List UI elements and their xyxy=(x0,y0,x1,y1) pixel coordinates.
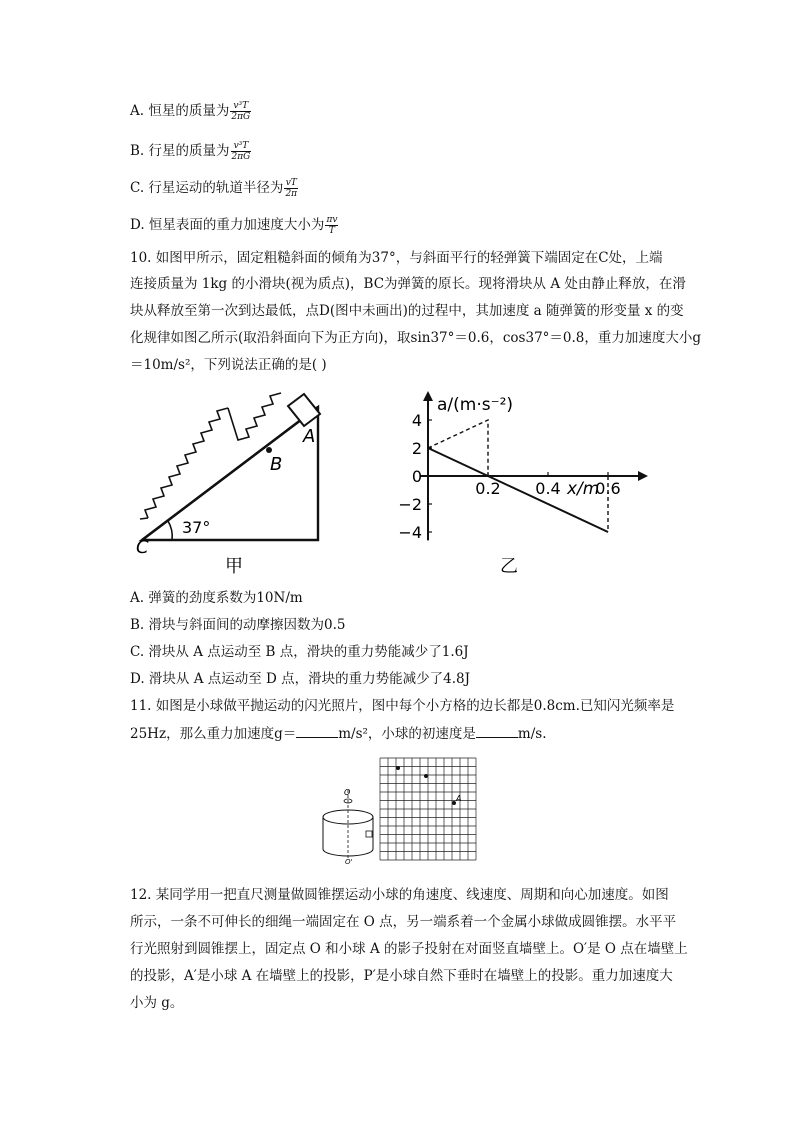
chart-x-tick-label: 0.4 xyxy=(535,479,561,498)
slider-block xyxy=(288,394,320,426)
label-a-grid: A xyxy=(456,794,462,803)
q10-figure-graph xyxy=(395,390,621,580)
chart-x-arrow xyxy=(638,471,648,481)
q10-option-c: C. 滑块从 A 点运动至 B 点，滑块的重力势能减少了1.6J xyxy=(130,644,469,660)
q10-figure-incline xyxy=(130,390,330,580)
q9-option-a xyxy=(130,101,251,122)
flash-point-1 xyxy=(396,766,400,770)
chart-y-tick-label: 2 xyxy=(411,439,422,458)
chart-y-tick-label: 0 xyxy=(411,467,422,486)
chart-y-arrow xyxy=(423,391,433,401)
q12-line-4: 的投影，A′是小球 A 在墙壁上的投影，P′是小球自然下垂时在墙壁上的投影。重力加速度大 xyxy=(130,968,673,984)
q11-figure-grid xyxy=(378,756,478,862)
fig-caption-yi: 乙 xyxy=(500,556,518,577)
q12-line-2: 所示，一条不可伸长的细绳一端固定在 O 点，另一端系着一个金属小球做成圆锥摆。水平平 xyxy=(130,914,677,930)
q10-option-b: B. 滑块与斜面间的动摩擦因数为0.5 xyxy=(130,617,346,633)
q10-option-d: D. 滑块从 A 点运动至 D 点，滑块的重力势能减少了4.8J xyxy=(130,671,471,687)
angle-label: 37° xyxy=(182,518,211,537)
q9-option-d-text: D. 恒星表面的重力加速度大小为 xyxy=(130,217,325,233)
chart-x-tick-label: 0.2 xyxy=(475,479,501,498)
q9-option-d xyxy=(130,215,338,236)
label-o-prime: O' xyxy=(345,858,353,866)
q9-option-c-fraction: $\frac{vT}{2\pi}$ xyxy=(285,178,298,199)
q9-option-d-fraction: $\frac{\pi v}{T}$ xyxy=(326,215,338,236)
q11-figure-cylinder xyxy=(318,785,378,865)
angle-arc xyxy=(168,521,172,540)
q11-line-2: 25Hz，那么重力加速度g＝ m/s²，小球的初速度是 m/s. xyxy=(130,726,547,742)
point-b xyxy=(266,447,272,453)
chart-y-tick-label: −2 xyxy=(398,495,422,514)
q12-line-3: 行光照射到圆锥摆上，固定点 O 和小球 A 的影子投射在对面竖直墙壁上。O′是 O 点在墙壁上 xyxy=(130,941,688,957)
label-b: B xyxy=(270,454,283,475)
label-c: C xyxy=(136,537,149,558)
q9-option-a-fraction: $\frac{\text{v³T}}{2\pi G}$ xyxy=(231,101,251,122)
chart-y-tick-label: −4 xyxy=(398,523,422,542)
q12-line-1: 12. 某同学用一把直尺测量做圆锥摆运动小球的角速度、线速度、周期和向心加速度。如图 xyxy=(130,887,669,903)
q9-option-b-fraction: $\frac{\text{v³T}}{2\pi G}$ xyxy=(231,141,251,162)
flash-point-2 xyxy=(424,774,428,778)
q11-blank-g[interactable] xyxy=(296,725,338,738)
q9-option-c-text: C. 行星运动的轨道半径为 xyxy=(130,180,284,196)
chart-y-axis-label: a/(m·s⁻²) xyxy=(437,395,514,415)
spring-coil xyxy=(145,408,228,518)
chart-y-tick-label: 4 xyxy=(411,411,422,430)
q10-line-5: ＝10m/s²，下列说法正确的是( ) xyxy=(130,357,327,373)
fig-caption-jia: 甲 xyxy=(225,556,243,577)
q10-option-a: A. 弹簧的劲度系数为10N/m xyxy=(130,590,303,606)
q10-line-1: 10. 如图甲所示，固定粗糙斜面的倾角为37°，与斜面平行的轻弹簧下端固定在C处，上端 xyxy=(130,250,663,266)
q12-line-5: 小为 g。 xyxy=(130,995,184,1011)
label-a: A xyxy=(303,426,316,447)
chart-x-tick-label: 0.6 xyxy=(595,479,621,498)
q9-option-c xyxy=(130,178,298,199)
chart-x-axis-label: x/m xyxy=(567,479,600,499)
label-o: O xyxy=(344,788,351,797)
chart-series-dashed-upper xyxy=(428,420,488,476)
q11-line-1: 11. 如图是小球做平抛运动的闪光照片，图中每个小方格的边长都是0.8cm.已知闪光频率是 xyxy=(130,698,675,714)
q9-option-b-text: B. 行星的质量为 xyxy=(130,143,230,159)
q10-line-3: 块从释放至第一次到达最低，点D(图中未画出)的过程中，其加速度 a 随弹簧的形变量 x 的变 xyxy=(130,303,684,319)
q9-option-a-text: A. 恒星的质量为 xyxy=(130,103,230,119)
q10-line-2: 连接质量为 1kg 的小滑块(视为质点)，BC为弹簧的原长。现将滑块从 A 处由静止释放，在滑 xyxy=(130,276,686,292)
q10-line-4: 化规律如图乙所示(取沿斜面向下为正方向)，取sin37°＝0.6，cos37°＝0.8，重力加速度大小g xyxy=(130,330,702,346)
q9-option-b xyxy=(130,141,251,162)
q11-blank-v0[interactable] xyxy=(476,725,518,738)
